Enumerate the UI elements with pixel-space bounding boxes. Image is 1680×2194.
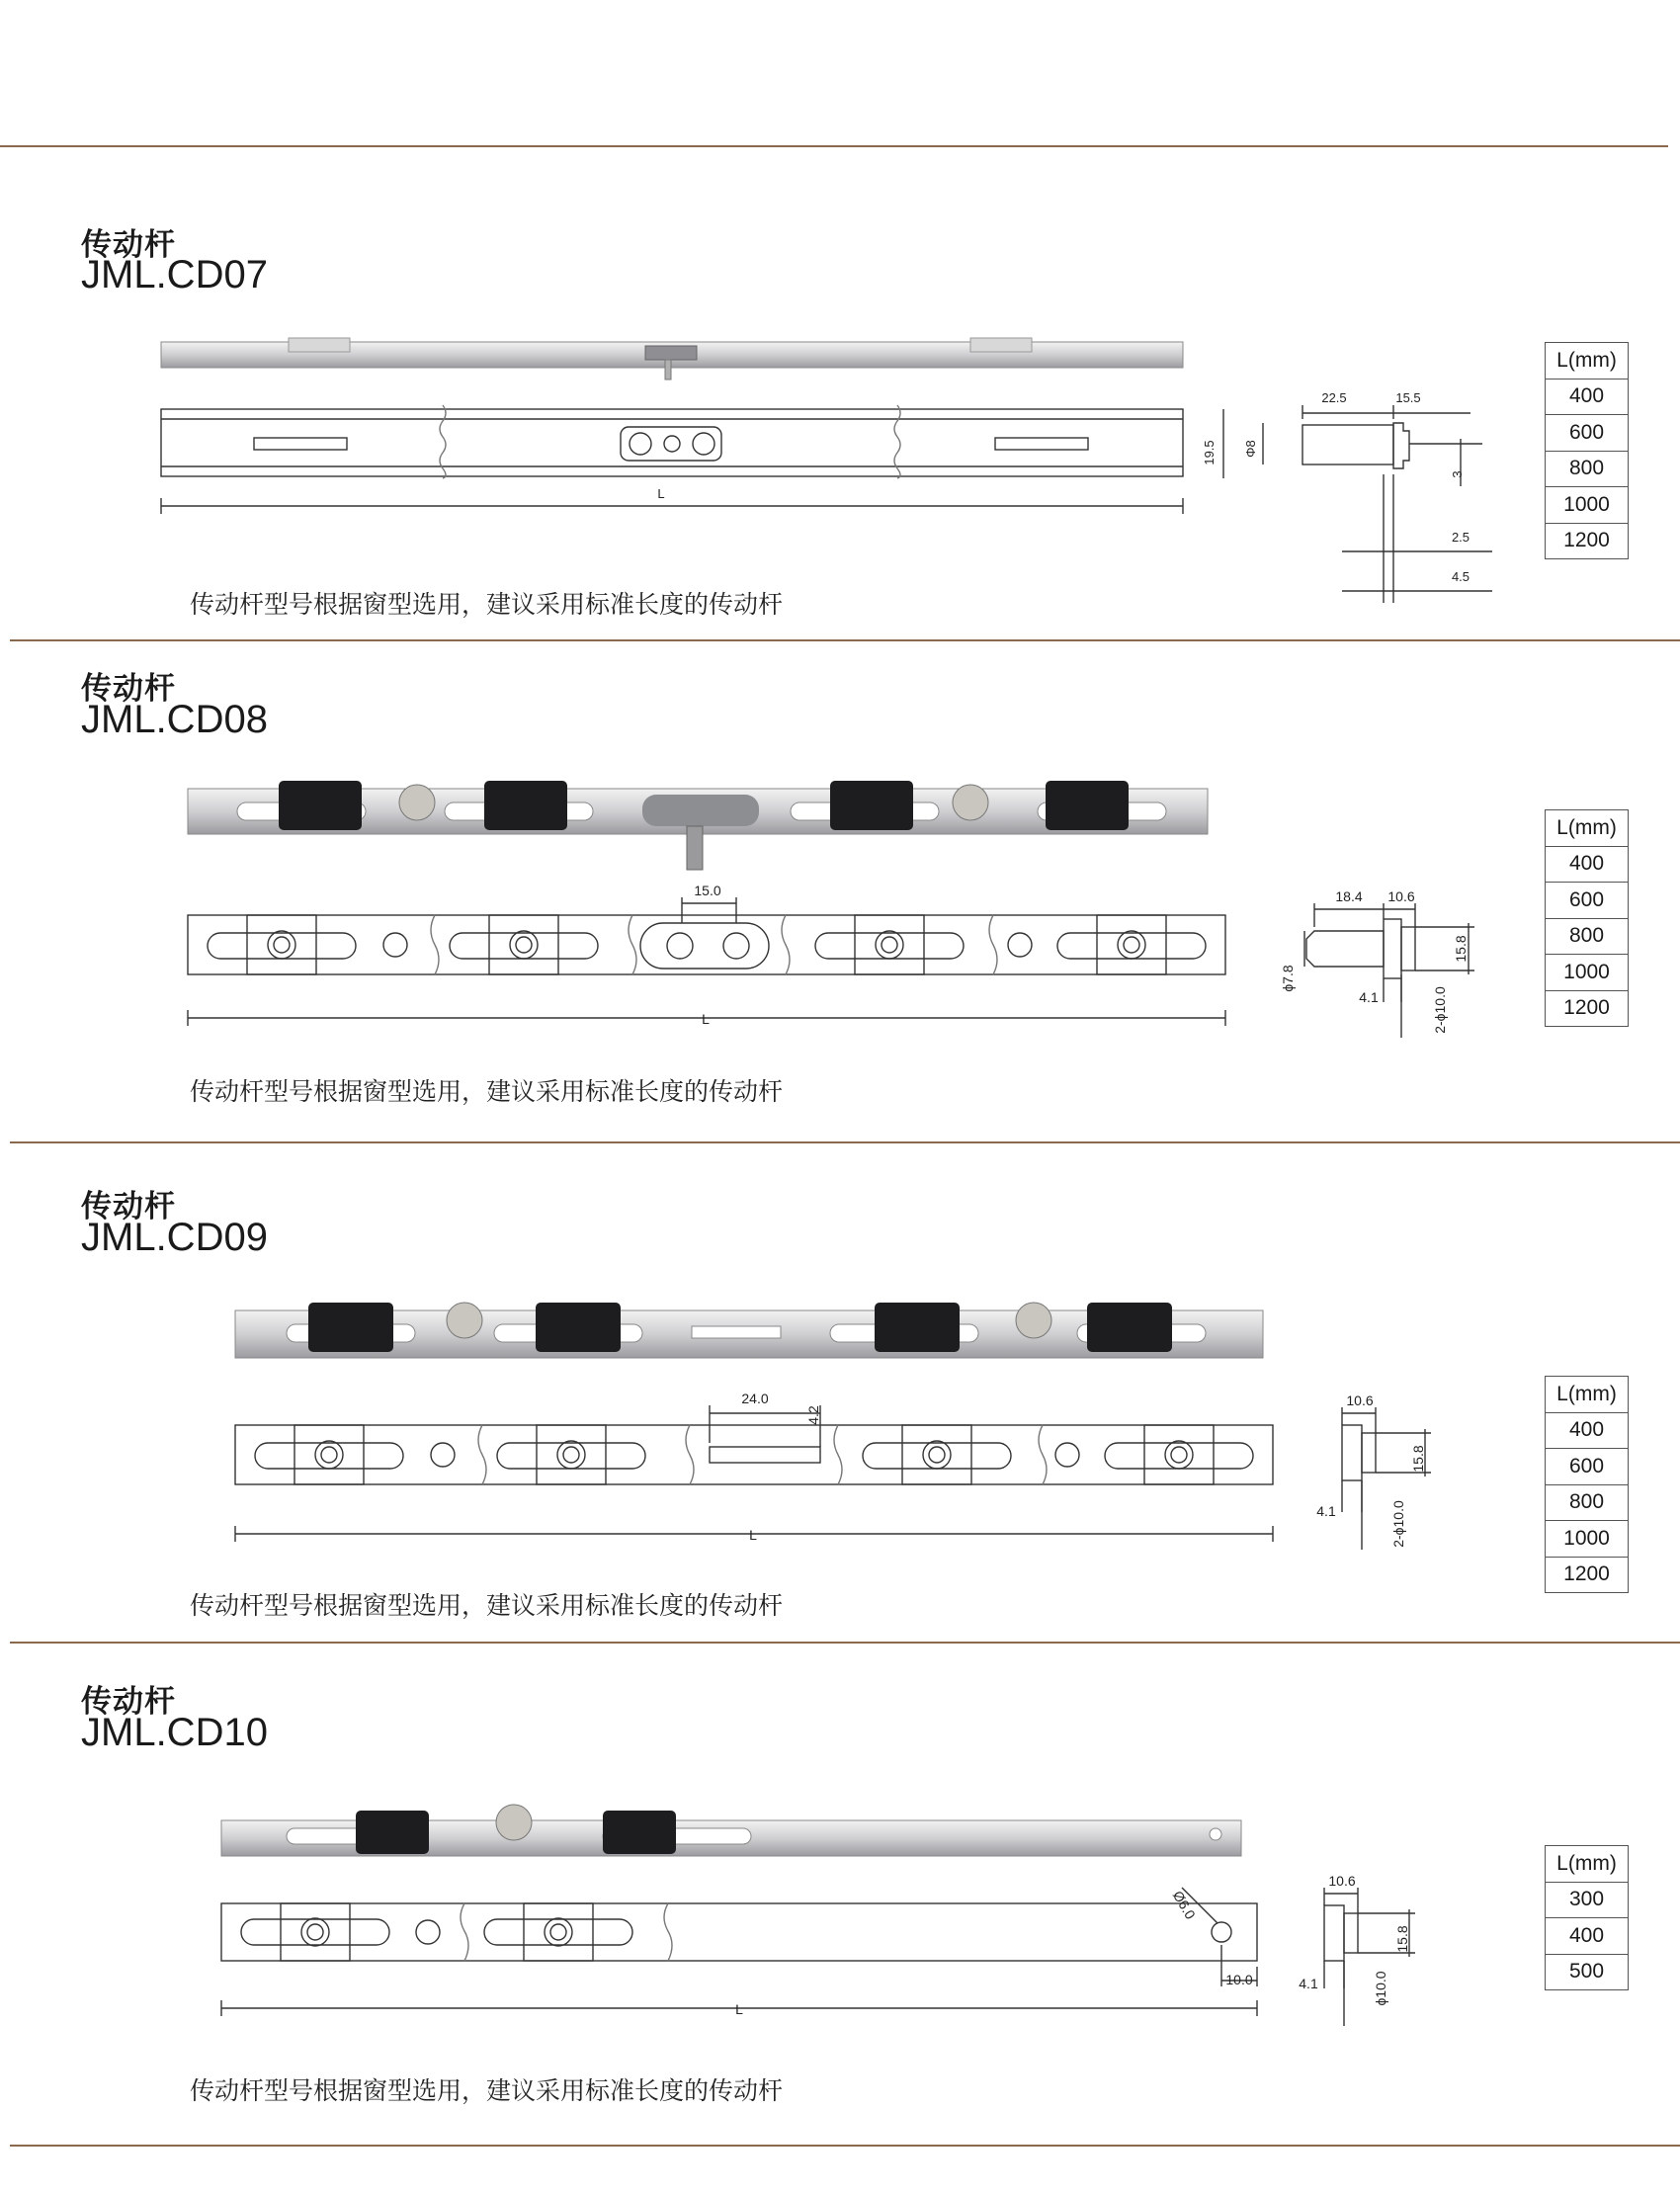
dimension-label: Φ8 (1243, 440, 1258, 458)
section-model: JML.CD07 (81, 253, 268, 296)
dimension-label: 18.4 (1335, 888, 1363, 904)
length-cell: 400 (1546, 846, 1629, 883)
length-cell: 800 (1546, 451, 1629, 487)
section-caption: 传动杆型号根据窗型选用，建议采用标准长度的传动杆 (190, 1591, 784, 1620)
length-cell: 1200 (1546, 523, 1629, 559)
technical-drawing-cd09 (0, 1384, 1680, 1561)
length-cell: 800 (1546, 918, 1629, 955)
length-table-header: L(mm) (1546, 1377, 1629, 1413)
length-table-header: L(mm) (1546, 343, 1629, 380)
length-table (1545, 342, 1629, 559)
section-title: 传动杆 (81, 1189, 176, 1224)
length-cell: 500 (1546, 1954, 1629, 1990)
dimension-label: L (735, 2001, 743, 2017)
product-photo-cd08 (0, 771, 1225, 880)
section-model: JML.CD08 (81, 698, 268, 741)
product-photo-cd10 (0, 1799, 1265, 1868)
length-cell: 1200 (1546, 1557, 1629, 1593)
length-table (1545, 1845, 1629, 1990)
length-cell: 400 (1546, 379, 1629, 415)
dimension-label: 24.0 (741, 1391, 769, 1406)
length-cell: 1000 (1546, 1521, 1629, 1558)
length-cell: 1000 (1546, 955, 1629, 991)
length-cell: 300 (1546, 1882, 1629, 1918)
separator-line (10, 2145, 1680, 2147)
dimension-label: 15.8 (1453, 935, 1469, 963)
dimension-label: 15.0 (694, 883, 721, 898)
dimension-label: Ø6.0 (1169, 1888, 1199, 1922)
technical-drawing-cd08 (0, 880, 1680, 1057)
length-table-header: L(mm) (1546, 1846, 1629, 1883)
dimension-label: 4.1 (1359, 989, 1379, 1005)
section-title: 传动杆 (81, 671, 176, 707)
section-model: JML.CD10 (81, 1711, 268, 1754)
section-title: 传动杆 (81, 1684, 176, 1720)
length-cell: 1200 (1546, 990, 1629, 1027)
length-cell: 600 (1546, 415, 1629, 452)
section-caption: 传动杆型号根据窗型选用，建议采用标准长度的传动杆 (190, 1077, 784, 1106)
section-model: JML.CD09 (81, 1216, 268, 1259)
separator-line (10, 1141, 1680, 1143)
dimension-label: L (657, 486, 665, 501)
length-table (1545, 809, 1629, 1027)
product-photo-cd09 (0, 1295, 1265, 1374)
length-cell: 800 (1546, 1484, 1629, 1521)
length-cell: 400 (1546, 1412, 1629, 1449)
dimension-label: 2-ϕ10.0 (1432, 986, 1448, 1034)
product-photo-cd07 (0, 336, 1206, 385)
dimension-label: 4.1 (1299, 1976, 1318, 1991)
dimension-label: 15.8 (1394, 1925, 1410, 1953)
dimension-label: 3 (1450, 470, 1465, 478)
dimension-label: L (749, 1527, 757, 1543)
length-table (1545, 1376, 1629, 1593)
dimension-label: 4.2 (805, 1405, 821, 1425)
dimension-label: 10.6 (1328, 1873, 1356, 1889)
dimension-label: 15.8 (1410, 1445, 1426, 1473)
technical-drawing-cd10 (0, 1873, 1680, 2056)
separator-line (10, 1642, 1680, 1644)
dimension-label: 10.6 (1387, 888, 1415, 904)
length-cell: 400 (1546, 1918, 1629, 1955)
section-caption: 传动杆型号根据窗型选用，建议采用标准长度的传动杆 (190, 590, 784, 619)
dimension-label: ϕ10.0 (1373, 1971, 1388, 2006)
length-cell: 600 (1546, 883, 1629, 919)
dimension-label: 10.6 (1346, 1392, 1374, 1408)
dimension-label: 4.1 (1316, 1503, 1336, 1519)
dimension-label: ϕ7.8 (1280, 965, 1296, 992)
dimension-label: 2-ϕ10.0 (1390, 1500, 1406, 1548)
length-cell: 600 (1546, 1449, 1629, 1485)
length-cell: 1000 (1546, 487, 1629, 524)
section-caption: 传动杆型号根据窗型选用，建议采用标准长度的传动杆 (190, 2076, 784, 2105)
dimension-label: 2.5 (1451, 530, 1470, 545)
section-title: 传动杆 (81, 227, 176, 263)
dimension-label: 4.5 (1451, 569, 1470, 584)
separator-line (10, 639, 1680, 641)
dimension-label: 22.5 (1321, 390, 1347, 405)
separator-line (0, 145, 1668, 147)
length-table-header: L(mm) (1546, 810, 1629, 847)
dimension-label: 19.5 (1202, 440, 1217, 465)
dimension-label: 10.0 (1225, 1972, 1253, 1987)
dimension-label: L (702, 1011, 710, 1027)
dimension-label: 15.5 (1395, 390, 1421, 405)
